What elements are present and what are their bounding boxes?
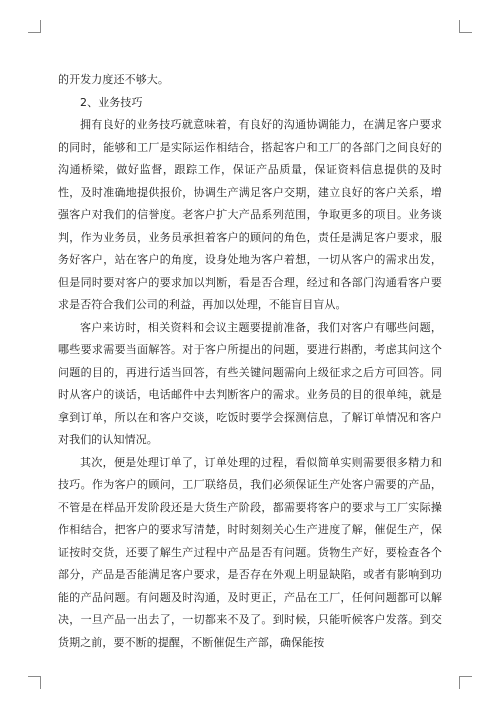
paragraph: 客户来访时，相关资料和会议主题要提前准备，我们对客户有哪些问题，哪些要求需要当面解答。对于客户所提出的问题，要进行斟酌，考虑其问这个问题的目的，再进行适当回答，有些关键问题需向上级征求之后方可回答。同时从客户的谈话，电话邮件中去判断客户的需求。业务员的目的很单纯，就是拿到订单，所以在和客户交谈，吃饭时要学会探测信息，了解订单情况和客户对我们的认知情况。: [58, 320, 442, 446]
crop-mark-bottom-left: [28, 676, 41, 689]
paragraph-continuation: 的开发力度还不够大。: [58, 73, 169, 86]
paragraph: 拥有良好的业务技巧就意味着，有良好的沟通协调能力，在满足客户要求的同时，能够和工厂是实际运作相结合，搭起客户和工厂的各部门之间良好的沟通桥梁，做好监督，跟踪工作，保证产品质量，保证资料信息提供的及时性，及时准确地提供报价，协调生产满足客户交期，建立良好的客户关系，增强客户对我们的信誉度。老客户扩大产品系列范围，争取更多的项目。业务谈判，作为业务员，业务员承担着客户的顾问的角色，责任是满足客户要求，服务好客户，站在客户的角度，设身处地为客户着想，一切从客户的需求出发，但是同时要对客户的要求加以判断，看是否合理，经过和各部门沟通看客户要求是否符合我们公司的利益，再加以处理，不能盲目盲从。: [58, 118, 442, 311]
section-heading: 2、业务技巧: [80, 95, 143, 109]
paragraph: 其次，便是处理订单了，订单处理的过程，看似简单实则需要很多精力和技巧。作为客户的顾问，工厂联络员，我们必须保证生产处客户需要的产品，不管是在样品开发阶段还是大货生产阶段，都需要将客户的要求与工厂实际操作相结合，把客户的要求写清楚，时时刻刻关心生产进度了解，催促生产，保证按时交货，还要了解生产过程中产品是否有问题。货物生产好，要检查各个部分，产品是否能满足客户要求，是否存在外观上明显缺陷，或者有影响到功能的产品问题。有问题及时沟通，及时更正，产品在工厂，任何问题都可以解决，一旦产品一出去了，一切都来不及了。到时候，只能听候客户发落。到交货期之前，要不断的提醒，不断催促生产部，确保能按: [58, 455, 442, 649]
document-body: [58, 69, 442, 654]
crop-mark-bottom-right: [459, 676, 472, 689]
crop-mark-top-left: [28, 20, 41, 33]
crop-mark-top-right: [459, 20, 472, 33]
